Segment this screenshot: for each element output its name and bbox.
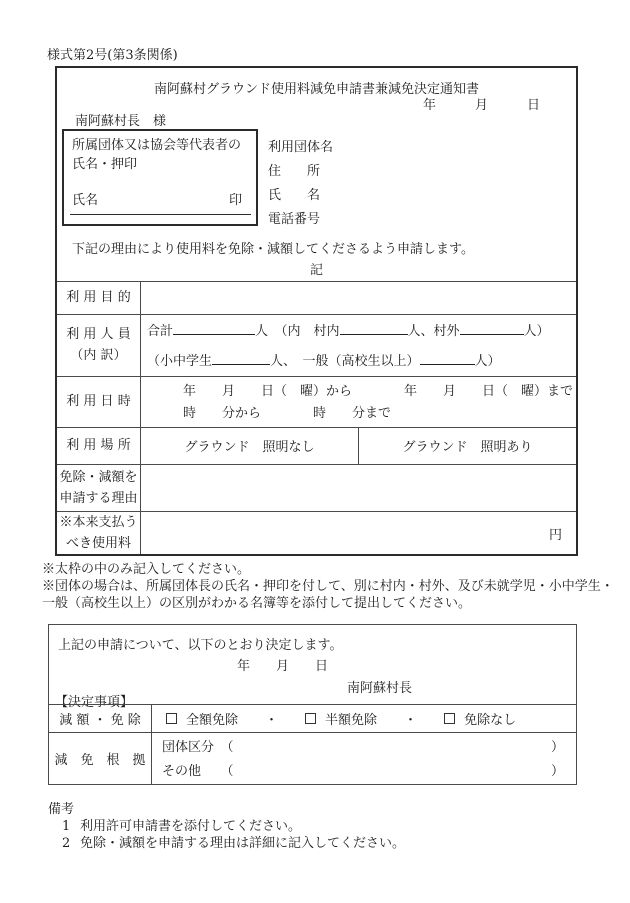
reason-label-line2: 申請する理由 [59,491,138,507]
application-table [57,281,576,554]
remarks [48,801,405,852]
village-outside-fill-line [460,322,524,335]
note-group-line1: ※団体の場合は、所属団体長の氏名・押印を付して、別に村内・村外、及び未就学児・小中学生・ [42,579,614,594]
personnel-line1: 合計 人 （内 村内 人、村外 人） [147,323,550,339]
checkbox-half-exemption[interactable] [305,713,316,724]
application-date-line: 年 月 日 [422,98,540,113]
decision-section-heading: 【決定事項】 [55,695,134,710]
option-full-exemption: 全額免除 [186,713,239,728]
name-fill-line [70,214,251,215]
representative-caption-line1: 所属団体又は協会等代表者の [72,138,242,153]
row-fee [57,511,576,554]
decision-date-line: 年 月 日 [237,659,329,674]
decision-table [49,704,576,784]
place-option-no-lighting[interactable]: グラウンド 照明なし [184,440,315,456]
decision-signer: 南阿蘇村長 [347,681,413,696]
reason-input-area [141,465,576,511]
field-address: 住 所 [268,164,321,179]
name-label: 氏名 [72,193,99,208]
field-group-name: 利用団体名 [268,140,334,155]
place-label: 利 用 場 所 [57,428,141,465]
form-code: 様式第2号(第3条関係) [47,48,178,63]
total-fill-line [173,322,255,335]
seal-label: 印 [228,193,242,208]
basis-other: その他 （ ） [162,764,564,779]
row-reduction [49,704,576,732]
remarks-heading: 備考 [48,802,75,817]
datetime-line1: 年 月 日（ 曜）から 年 月 日（ 曜）まで [183,383,574,399]
request-sentence: 下記の理由により使用料を免除・減額してくださるよう申請します。 [72,242,474,257]
record-heading: 記 [309,263,323,278]
remark-item-1: 1 利用許可申請書を添付してください。 [62,819,302,834]
mid-notes [42,561,614,612]
personnel-line2: （小中学生 人、 一般（高校生以上） 人） [147,353,501,369]
place-option-with-lighting[interactable]: グラウンド 照明あり [358,428,576,465]
fee-unit: 円 [548,527,562,543]
purpose-input-area [141,282,576,314]
adults-fill-line [420,352,475,365]
field-phone: 電話番号 [268,212,321,227]
note-thick-frame: ※太枠の中のみ記入してください。 [42,562,251,577]
option-separator: ・ [265,713,279,728]
basis-label: 減 免 根 拠 [49,733,152,784]
purpose-label: 利 用 目 的 [57,282,141,314]
field-name: 氏 名 [268,188,321,203]
representative-box [62,129,258,226]
village-inside-fill-line [340,322,408,335]
row-personnel [57,314,576,376]
decision-sentence: 上記の申請について、以下のとおり決定します。 [58,638,343,653]
reason-label-line1: 免除・減額を [59,470,138,486]
fee-label-line2: べき使用料 [65,536,131,552]
row-datetime [57,376,576,427]
checkbox-no-exemption[interactable] [444,713,455,724]
reduction-label: 減 額 ・ 免 除 [49,705,152,732]
option-separator: ・ [404,713,418,728]
personnel-label-line2: （内 訳） [70,348,127,364]
personnel-label-line1: 利 用 人 員 [66,327,131,343]
option-half-exemption: 半額免除 [325,713,378,728]
basis-group-type: 団体区分 （ ） [162,740,564,755]
row-reason [57,464,576,511]
representative-caption-line2: 氏名・押印 [72,157,138,172]
datetime-label: 利 用 日 時 [57,377,141,427]
document-title: 南阿蘇村グラウンド使用料減免申請書兼減免決定通知書 [153,82,479,97]
note-group-line2: 一般（高校生以上）の区別がわかる名簿等を添付して提出してください。 [42,596,472,611]
row-purpose [57,281,576,314]
remark-item-2: 2 免除・減額を申請する理由は詳細に記入してください。 [62,836,406,851]
checkbox-full-exemption[interactable] [166,713,177,724]
students-fill-line [212,352,270,365]
option-no-exemption: 免除なし [464,713,517,728]
decision-box [48,624,577,785]
fee-label-line1: ※本来支払う [59,515,138,531]
addressee: 南阿蘇村長 様 [75,114,167,129]
datetime-line2: 時 分から 時 分まで [183,405,392,421]
application-box [55,66,578,556]
row-place [57,427,576,465]
row-basis [49,732,576,784]
applicant-fields [268,136,333,232]
